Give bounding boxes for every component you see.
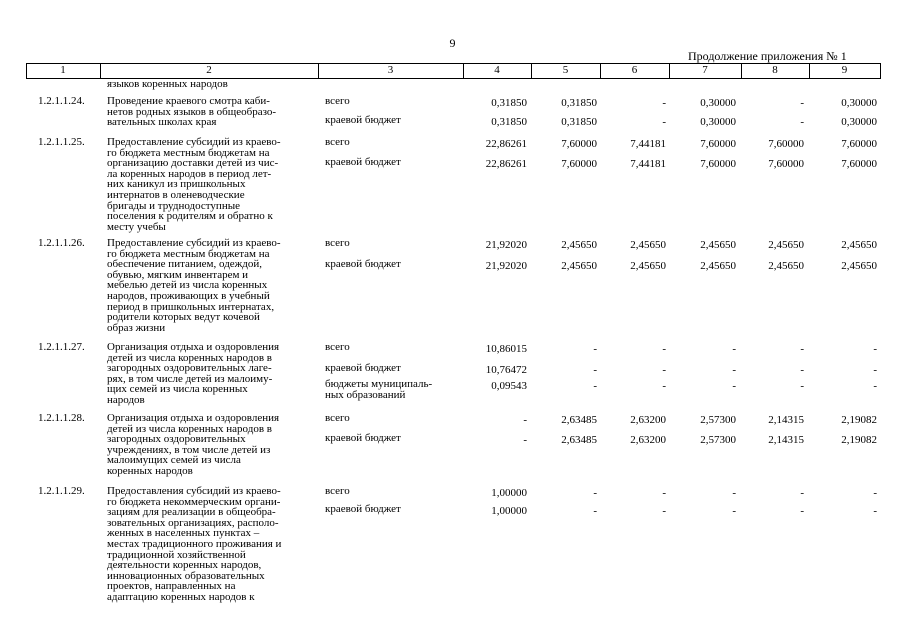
value-cell: 2,45650 [768, 239, 804, 251]
value-cell: - [873, 364, 877, 376]
value-cell: 2,45650 [841, 260, 877, 272]
value-cell: - [662, 97, 666, 109]
value-cell: - [593, 364, 597, 376]
value-cell: - [800, 97, 804, 109]
value-cell: - [800, 343, 804, 355]
value-cell: 2,45650 [700, 260, 736, 272]
funding-source: бюджеты муниципаль- ных образований [325, 378, 433, 401]
value-cell: - [662, 487, 666, 499]
value-cell: 0,31850 [561, 116, 597, 128]
header-col-5: 5 [562, 64, 569, 76]
value-cell: 0,30000 [841, 116, 877, 128]
funding-source: краевой бюджет [325, 156, 401, 168]
row-description: Предоставление субсидий из краево- го бюджета местным бюджетам на организацию доставки детей из чис- ла коренных народов в период лет- них каникул из пришкольных интернатов в оленеводческие бригады и труднодоступные поселения к родителям и обратно к месту учебы [107, 136, 281, 233]
value-cell: 0,30000 [700, 97, 736, 109]
value-cell: 7,60000 [561, 138, 597, 150]
value-cell: 2,45650 [561, 260, 597, 272]
value-cell: 1,00000 [491, 487, 527, 499]
row-code: 1.2.1.1.29. [38, 485, 85, 497]
value-cell: - [593, 505, 597, 517]
value-cell: - [800, 364, 804, 376]
value-cell: - [593, 487, 597, 499]
row-code: 1.2.1.1.26. [38, 237, 85, 249]
funding-source: краевой бюджет [325, 258, 401, 270]
header-col-2: 2 [206, 64, 212, 76]
value-cell: - [800, 380, 804, 392]
value-cell: 2,45650 [700, 239, 736, 251]
value-cell: 2,63485 [561, 434, 597, 446]
funding-source: краевой бюджет [325, 362, 401, 374]
row-code: 1.2.1.1.27. [38, 341, 85, 353]
value-cell: - [873, 380, 877, 392]
value-cell: - [593, 343, 597, 355]
value-cell: 22,86261 [485, 158, 527, 170]
value-cell: 22,86261 [485, 138, 527, 150]
funding-source: всего [325, 341, 350, 353]
funding-source: всего [325, 237, 350, 249]
value-cell: - [662, 364, 666, 376]
row-description: Предоставления субсидий из краево- го бюджета некоммерческим органи- зациям для реализации в общеобра- зовательных организациях, располо- женных в населенных пунктах – местах традиционного проживания и традиционной хозяйственной деятельности коренных народов, инновационных образовательных проектов, направленных на адаптацию коренных народов к [107, 485, 282, 603]
header-col-4: 4 [494, 64, 500, 76]
funding-source: краевой бюджет [325, 114, 401, 126]
value-cell: 7,60000 [700, 158, 736, 170]
top-fragment-text: языков коренных народов [107, 78, 228, 90]
value-cell: - [523, 414, 527, 426]
value-cell: - [732, 380, 736, 392]
value-cell: - [732, 364, 736, 376]
value-cell: - [873, 343, 877, 355]
value-cell: 10,86015 [485, 343, 527, 355]
row-description: Организация отдыха и оздоровления детей из числа коренных народов в загородных оздоровительных лаге- рях, в том числе детей из малоиму- щих семей из числа коренных народов [107, 341, 280, 406]
value-cell: 10,76472 [485, 364, 527, 376]
value-cell: 2,45650 [630, 239, 666, 251]
value-cell: 0,31850 [491, 116, 527, 128]
value-cell: 2,45650 [630, 260, 666, 272]
value-cell: 7,60000 [561, 158, 597, 170]
value-cell: 21,92020 [485, 260, 527, 272]
value-cell: 2,63485 [561, 414, 597, 426]
funding-source: всего [325, 412, 350, 424]
header-col-7: 7 [702, 64, 708, 76]
funding-source: краевой бюджет [325, 432, 401, 444]
value-cell: - [523, 434, 527, 446]
value-cell: 7,60000 [841, 158, 877, 170]
value-cell: 7,44181 [630, 138, 666, 150]
funding-source: всего [325, 485, 350, 497]
row-description: Проведение краевого смотра каби- нетов родных языков в общеобразо- вательных школах края [107, 95, 277, 129]
header-col-3: 3 [387, 64, 394, 76]
value-cell: 0,30000 [700, 116, 736, 128]
value-cell: 2,14315 [768, 434, 804, 446]
value-cell: 1,00000 [491, 505, 527, 517]
value-cell: 7,60000 [841, 138, 877, 150]
row-code: 1.2.1.1.24. [38, 95, 85, 107]
value-cell: - [732, 343, 736, 355]
header-col-1: 1 [60, 64, 66, 76]
value-cell: 2,19082 [841, 434, 877, 446]
value-cell: 0,30000 [841, 97, 877, 109]
continuation-title: Продолжение приложения № 1 [688, 49, 847, 63]
value-cell: 2,19082 [841, 414, 877, 426]
row-description: Предоставление субсидий из краево- го бюджета местным бюджетам на обеспечение питанием, одеждой, обувью, мягким инвентарем и мебелью детей из числа коренных народов, проживающих в учебный период в пришкольных интернатах, родители которых ведут кочевой образ жизни [107, 237, 281, 334]
value-cell: - [662, 343, 666, 355]
value-cell: - [732, 487, 736, 499]
value-cell: - [873, 505, 877, 517]
value-cell: 2,63200 [630, 414, 666, 426]
value-cell: 2,14315 [768, 414, 804, 426]
header-col-9: 9 [841, 64, 848, 76]
value-cell: - [873, 487, 877, 499]
value-cell: - [593, 380, 597, 392]
value-cell: - [662, 380, 666, 392]
row-code: 1.2.1.1.28. [38, 412, 85, 424]
header-col-8: 8 [772, 64, 778, 76]
value-cell: 2,45650 [841, 239, 877, 251]
funding-source: всего [325, 136, 350, 148]
funding-source: всего [325, 95, 350, 107]
value-cell: - [800, 487, 804, 499]
value-cell: 2,45650 [768, 260, 804, 272]
value-cell: 2,63200 [630, 434, 666, 446]
value-cell: 2,45650 [561, 239, 597, 251]
value-cell: 7,44181 [630, 158, 666, 170]
page-number: 9 [449, 36, 456, 50]
value-cell: - [800, 505, 804, 517]
value-cell: - [662, 505, 666, 517]
row-description: Организация отдыха и оздоровления детей из числа коренных народов в загородных оздоровительных учреждениях, в том числе детей из малоимущих семей из числа коренных народов [107, 412, 280, 477]
value-cell: 0,31850 [561, 97, 597, 109]
value-cell: 21,92020 [485, 239, 527, 251]
funding-source: краевой бюджет [325, 503, 401, 515]
value-cell: - [732, 505, 736, 517]
value-cell: 2,57300 [700, 414, 736, 426]
value-cell: - [662, 116, 666, 128]
header-col-6: 6 [631, 64, 638, 76]
value-cell: 2,57300 [700, 434, 736, 446]
value-cell: 7,60000 [768, 138, 804, 150]
value-cell: 0,31850 [491, 97, 527, 109]
value-cell: 7,60000 [700, 138, 736, 150]
row-code: 1.2.1.1.25. [38, 136, 85, 148]
value-cell: - [800, 116, 804, 128]
value-cell: 0,09543 [491, 380, 527, 392]
value-cell: 7,60000 [768, 158, 804, 170]
